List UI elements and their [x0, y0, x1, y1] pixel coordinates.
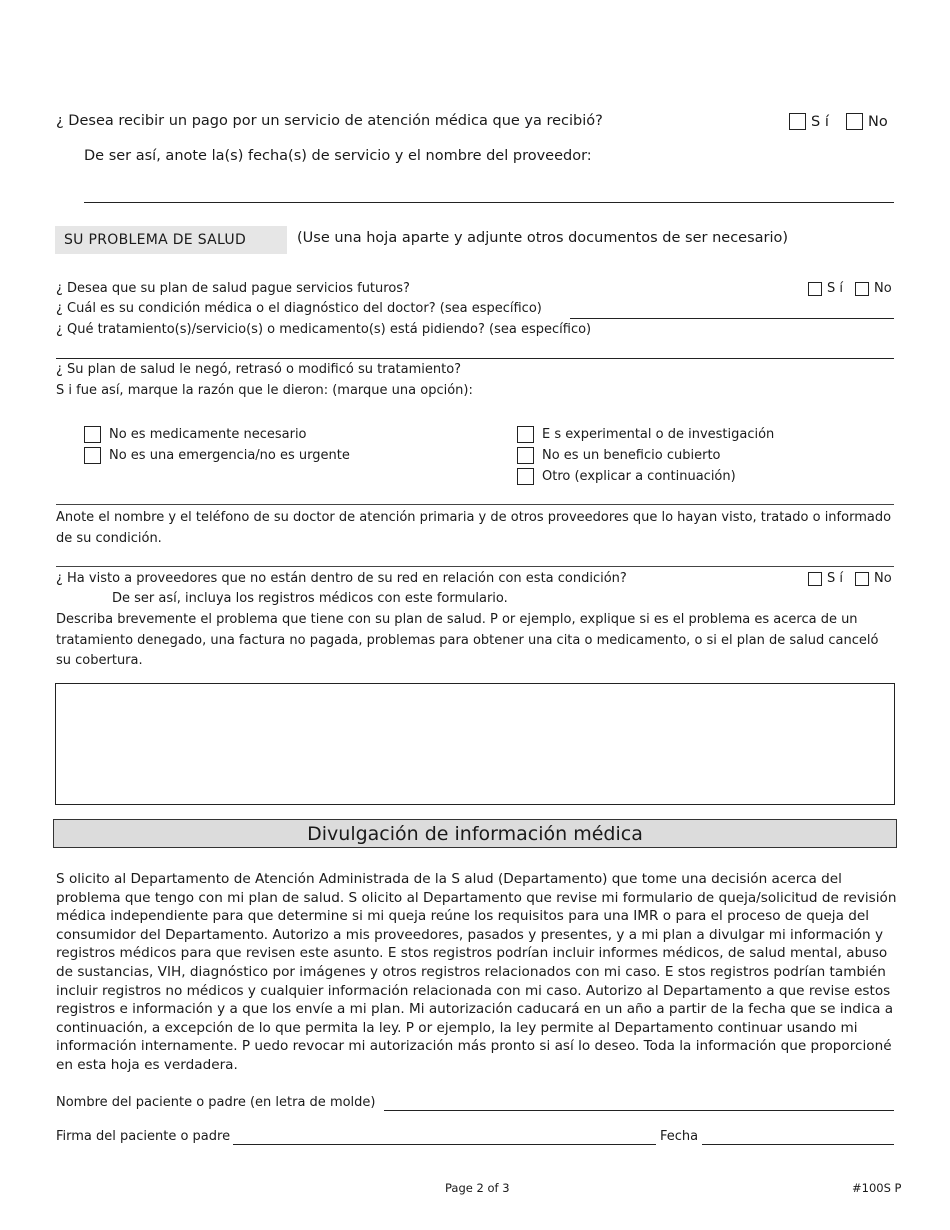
condition-question: ¿ Cuál es su condición médica o el diagnóstico del doctor? (sea específico): [56, 301, 542, 316]
denied-question: ¿ Su plan de salud le negó, retrasó o modificó su tratamiento?: [56, 362, 462, 377]
reason-not-covered-checkbox[interactable]: [517, 447, 534, 464]
section-tag: SU PROBLEMA DE SALUD: [55, 226, 287, 254]
reason-label: Otro (explicar a continuación): [542, 469, 736, 484]
disclosure-text: S olicito al Departamento de Atención Administrada de la S alud (Departamento) que tome una decisión acerca del problema que tengo con mi plan de salud. S olicito al Departamento que revise mi formulario de queja/solicitud de revisión médica independiente para que determine si mi queja reúne los requisitos para una IMR o para el proceso de queja del consumidor del Departamento. Autorizo a mis proveedores, pasados y presentes, y a mi plan a divulgar mi información y registros médicos para que revisen este asunto. E stos registros podrían incluir informes médicos, de salud mental, abuso de sustancias, VIH, diagnóstico por imágenes y otros registros relacionados con mi caso. E stos registros podrían también incluir registros no médicos y cualquier información relacionada con mi caso. Autorizo al Departamento a que revise estos registros e información y a que los envíe a mi plan. Mi autorización caducará en un año a partir de la fecha que se indica a continuación, a excepción de lo que permita la ley. P or ejemplo, la ley permite al Departamento continuar usando mi información internamente. P uedo revocar mi autorización más pronto si así lo deseo. Toda la información que proporcioné en esta hoja es verdadera.: [56, 871, 897, 1073]
reason-not-necessary-checkbox[interactable]: [84, 426, 101, 443]
reason-not-emergency: [84, 445, 350, 466]
reason-label: No es una emergencia/no es urgente: [109, 448, 350, 463]
reason-not-covered: [517, 445, 774, 466]
future-no-option: [855, 281, 892, 296]
reasons-left-list: [84, 424, 350, 466]
network-yes-label: S í: [827, 571, 843, 586]
reason-experimental-checkbox[interactable]: [517, 426, 534, 443]
payment-yes-checkbox[interactable]: [789, 113, 806, 130]
reason-label: No es un beneficio cubierto: [542, 448, 721, 463]
signature-label: Firma del paciente o padre: [56, 1129, 231, 1144]
divider: [56, 504, 894, 505]
payment-yes-option: [789, 113, 829, 130]
network-no-option: [855, 571, 892, 586]
payment-no-option: [846, 113, 888, 130]
reasons-right-list: [517, 424, 774, 487]
future-no-label: No: [874, 281, 892, 296]
divider: [56, 566, 894, 567]
doctor-info-prompt: Anote el nombre y el teléfono de su doctor de atención primaria y de otros proveedores que lo hayan visto, tratado o informado de su condición.: [56, 510, 892, 546]
date-label: Fecha: [660, 1129, 699, 1144]
disclosure-title: Divulgación de información médica: [53, 819, 897, 848]
reason-prompt: S i fue así, marque la razón que le dieron: (marque una opción):: [56, 383, 473, 398]
out-of-network-question: ¿ Ha visto a proveedores que no están dentro de su red en relación con esta condición?: [56, 571, 627, 586]
form-id: #100S P: [852, 1181, 902, 1195]
payment-question: ¿ Desea recibir un pago por un servicio de atención médica que ya recibió?: [56, 113, 603, 129]
future-yes-checkbox[interactable]: [808, 282, 822, 296]
signature-input-line[interactable]: [233, 1144, 656, 1145]
page-number: Page 2 of 3: [445, 1181, 510, 1195]
condition-input-line[interactable]: [570, 318, 894, 319]
describe-prompt: Describa brevemente el problema que tiene con su plan de salud. P or ejemplo, explique si es el problema es acerca de un tratamiento denegado, una factura no pagada, problemas para obtener una cita o medicamento, o si el plan de salud canceló su cobertura.: [56, 612, 879, 668]
payment-followup: De ser así, anote la(s) fecha(s) de servicio y el nombre del proveedor:: [84, 148, 592, 164]
reason-label: No es medicamente necesario: [109, 427, 307, 442]
network-yes-checkbox[interactable]: [808, 572, 822, 586]
network-no-checkbox[interactable]: [855, 572, 869, 586]
payment-no-checkbox[interactable]: [846, 113, 863, 130]
treatment-input-line[interactable]: [56, 358, 894, 359]
future-services-question: ¿ Desea que su plan de salud pague servicios futuros?: [56, 281, 410, 296]
problem-description-textarea[interactable]: [55, 683, 895, 805]
future-yes-option: [808, 281, 843, 296]
section-note: (Use una hoja aparte y adjunte otros documentos de ser necesario): [297, 230, 789, 246]
name-input-line[interactable]: [384, 1110, 894, 1111]
future-no-checkbox[interactable]: [855, 282, 869, 296]
reason-other-checkbox[interactable]: [517, 468, 534, 485]
date-input-line[interactable]: [702, 1144, 894, 1145]
reason-experimental: [517, 424, 774, 445]
network-yes-option: [808, 571, 843, 586]
reason-label: E s experimental o de investigación: [542, 427, 775, 442]
reason-not-necessary: [84, 424, 350, 445]
future-yes-label: S í: [827, 281, 843, 296]
reason-other: [517, 466, 774, 487]
payment-yes-label: S í: [811, 113, 829, 130]
provider-input-line[interactable]: [84, 202, 894, 203]
reason-not-emergency-checkbox[interactable]: [84, 447, 101, 464]
payment-no-label: No: [868, 113, 888, 130]
name-label: Nombre del paciente o padre (en letra de molde): [56, 1095, 376, 1110]
network-no-label: No: [874, 571, 892, 586]
out-of-network-note: De ser así, incluya los registros médicos con este formulario.: [112, 591, 508, 606]
treatment-question: ¿ Qué tratamiento(s)/servicio(s) o medicamento(s) está pidiendo? (sea específico): [56, 322, 592, 337]
